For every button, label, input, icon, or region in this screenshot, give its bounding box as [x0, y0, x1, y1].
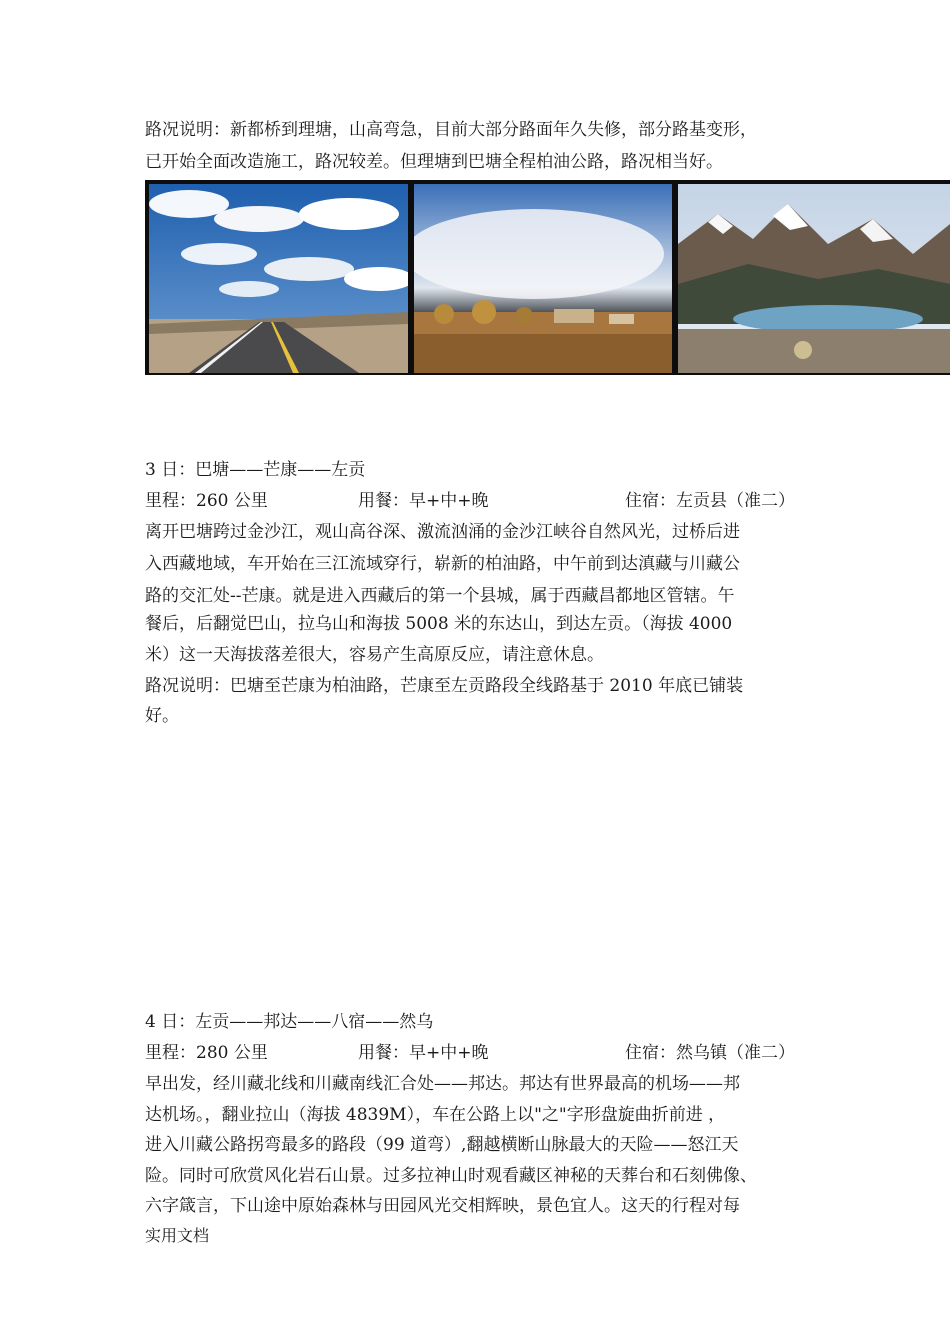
day4-lodging: 住宿：然乌镇（准二） [625, 1043, 795, 1063]
road-note-line-1: 路况说明：新都桥到理塘，山高弯急，目前大部分路面年久失修，部分路基变形， [145, 120, 757, 140]
day4-line-3: 进入川藏公路拐弯最多的路段（99 道弯）,翻越横断山脉最大的天险——怒江天 [145, 1135, 739, 1155]
day3-mileage: 里程：260 公里 [145, 491, 268, 511]
day4-line-1: 早出发，经川藏北线和川藏南线汇合处——邦达。邦达有世界最高的机场——邦 [145, 1074, 740, 1094]
photo-village-under-clouds [414, 184, 672, 373]
day3-line-1: 离开巴塘跨过金沙江，观山高谷深、激流汹涌的金沙江峡谷自然风光，过桥后进 [145, 522, 740, 542]
day4-meals: 用餐：早+中+晚 [358, 1043, 489, 1063]
day3-line-3: 路的交汇处--芒康。就是进入西藏后的第一个县城，属于西藏昌都地区管辖。午 [145, 586, 735, 606]
day4-title: 4 日：左贡——邦达——八宿——然乌 [145, 1012, 434, 1032]
photo-snow-mountain-lake [678, 184, 950, 373]
road-note-line-2: 已开始全面改造施工，路况较差。但理塘到巴塘全程柏油公路，路况相当好。 [145, 152, 723, 172]
day3-road-note-end: 好。 [145, 706, 179, 726]
day3-line-5: 米）这一天海拔落差很大，容易产生高原反应，请注意休息。 [145, 645, 604, 665]
day4-mileage: 里程：280 公里 [145, 1043, 268, 1063]
day3-line-2: 入西藏地域，车开始在三江流域穿行，崭新的柏油路，中午前到达滇藏与川藏公 [145, 554, 740, 574]
watermark-logo [794, 341, 812, 359]
photo-strip [145, 180, 950, 375]
day3-meals: 用餐：早+中+晚 [358, 491, 489, 511]
page-footer: 实用文档 [145, 1226, 210, 1245]
day3-road-note: 路况说明：巴塘至芒康为柏油路，芒康至左贡路段全线路基于 2010 年底已铺装 [145, 676, 744, 696]
day4-line-2: 达机场。，翻业拉山（海拔 4839M），车在公路上以"之"字形盘旋曲折前进 ， [145, 1105, 726, 1125]
day3-title: 3 日：巴塘——芒康——左贡 [145, 460, 366, 480]
photo-highway-blue-sky [149, 184, 408, 373]
day3-lodging: 住宿：左贡县（准二） [625, 491, 795, 511]
day4-line-4: 险。同时可欣赏风化岩石山景。过多拉神山时观看藏区神秘的天葬台和石刻佛像、 [145, 1166, 757, 1186]
day3-line-4: 餐后，后翻觉巴山，拉乌山和海拔 5008 米的东达山，到达左贡。（海拔 4000 [145, 614, 733, 634]
day4-line-5: 六字箴言，下山途中原始森林与田园风光交相辉映，景色宜人。这天的行程对每 [145, 1196, 740, 1216]
